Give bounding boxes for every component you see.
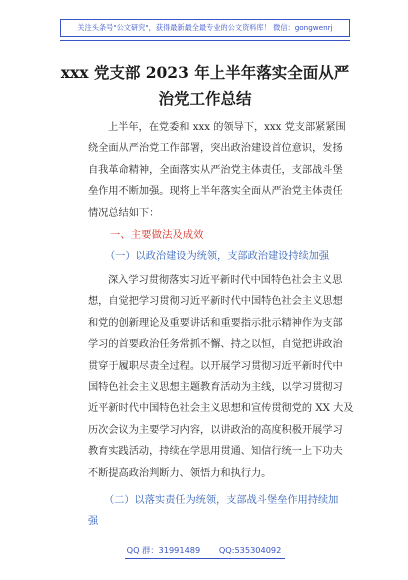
title-line-2: 治党工作总结 xyxy=(158,89,252,108)
section-heading: 一、主要做法及成效 xyxy=(110,229,204,241)
body-paragraph xyxy=(88,270,353,484)
intro-line: 上半年，在党委和 xxx 的领导下，xxx 党支部紧紧围 xyxy=(108,122,346,133)
footer-qq: QQ:535304092 xyxy=(218,545,282,555)
body-line: 国特色社会主义思想主题教育活动为主线，以学习贯彻习 xyxy=(88,381,343,393)
subsection-heading-line: （二）以落实责任为统领，支部战斗堡垒作用持续加 xyxy=(104,495,339,506)
title-line-1: xxx 党支部 2023 年上半年落实全面从严 xyxy=(60,63,350,82)
body-line: 学习的首要政治任务常抓不懈、持之以恒，自觉把讲政治 xyxy=(88,339,343,351)
intro-line: 情况总结如下： xyxy=(88,207,160,219)
intro-line: 垒作用不断加强。现将上半年落实全面从严治党主体责任 xyxy=(88,186,343,198)
body-line: 和党的创新理论及重要讲话和重要指示批示精神作为支部 xyxy=(88,317,343,329)
body-line: 教育实践活动，持续在学思用贯通、知信行统一上下功夫 xyxy=(88,446,343,458)
subsection-heading-line: 强 xyxy=(88,516,99,527)
subsection-heading-2 xyxy=(88,490,348,532)
header-divider xyxy=(60,40,350,41)
header-banner-text: 关注头条号"公文研究"，获得最新最全最专业的公文资料库！ 微信：gongwenrj xyxy=(77,23,333,32)
body-line: 贯穿于履职尽责全过程。以开展学习贯彻习近平新时代中 xyxy=(88,360,343,372)
intro-paragraph xyxy=(88,117,353,224)
header-banner xyxy=(60,19,350,37)
body-line: 深入学习贯彻落实习近平新时代中国特色社会主义思 xyxy=(108,275,343,286)
footer-qq-group: QQ 群：31991489 xyxy=(126,545,201,555)
body-line: 不断提高政治判断力、领悟力和执行力。 xyxy=(88,467,272,479)
document-title xyxy=(40,60,370,112)
body-line: 想，自觉把学习贯彻习近平新时代中国特色社会主义思想 xyxy=(88,296,343,308)
subsection-heading-1 xyxy=(105,246,365,267)
body-line: 历次会议为主要学习内容，以讲政治的高度积极开展学习 xyxy=(88,424,343,436)
footer-contact xyxy=(0,545,408,556)
intro-line: 绕全面从严治党工作部署，突出政治建设首位意识，发扬 xyxy=(88,143,343,155)
body-line: 近平新时代中国特色社会主义思想和宣传贯彻党的 XX 大及 xyxy=(88,403,354,415)
footer-divider xyxy=(125,558,285,559)
intro-line: 自我革命精神，全面落实从严治党主体责任，支部战斗堡 xyxy=(88,164,343,176)
subsection-heading-line: （一）以政治建设为统领，支部政治建设持续加强 xyxy=(105,251,330,262)
